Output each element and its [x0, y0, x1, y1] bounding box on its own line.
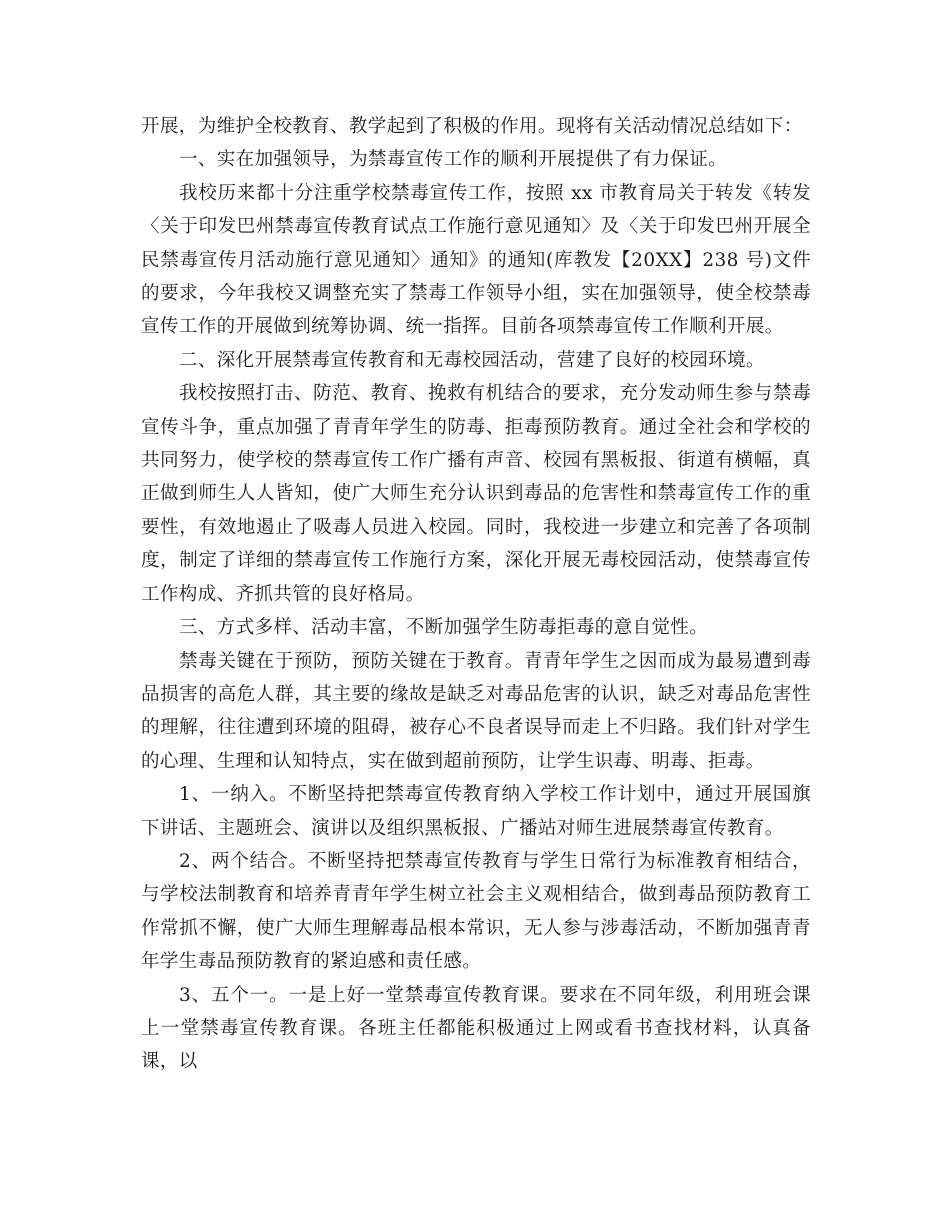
- paragraph-1: 开展，为维护全校教育、教学起到了积极的作用。现将有关活动情况总结如下：: [141, 116, 803, 137]
- heading-section-1: 一、实在加强领导，为禁毒宣传工作的顺利开展提供了有力保证。: [179, 149, 728, 171]
- paragraph-2: 我校历来都十分注重学校禁毒宣传工作，按照 xx 市教育局关于转发《转发〈关于印发巴州禁毒宣传教育试点工作施行意见通知〉及〈关于印发巴州开展全民禁毒宣传月活动施行意见通知〉通知》的通知(库教发【20XX】238 号)文件的要求，今年我校又调整充实了禁毒工作领导小组，实在加强领导，使全校禁毒宣传工作的开展做到统筹协调、统一指挥。目前各项禁毒宣传工作顺利开展。: [141, 182, 811, 338]
- list-item-1: 1、一纳入。不断坚持把禁毒宣传教育纳入学校工作计划中，通过开展国旗下讲话、主题班会、演讲以及组织黑板报、广播站对师生进展禁毒宣传教育。: [141, 784, 811, 839]
- paragraph-3: 我校按照打击、防范、教育、挽救有机结合的要求，充分发动师生参与禁毒宣传斗争，重点加强了青青年学生的防毒、拒毒预防教育。通过全社会和学校的共同努力，使学校的禁毒宣传工作广播有声音、校园有黑板报、街道有横幅，真正做到师生人人皆知，使广大师生充分认识到毒品的危害性和禁毒宣传工作的重要性，有效地遏止了吸毒人员进入校园。同时，我校进一步建立和完善了各项制度，制定了详细的禁毒宣传工作施行方案，深化开展无毒校园活动，使禁毒宣传工作构成、齐抓共管的良好格局。: [141, 383, 811, 605]
- heading-section-2: 二、深化开展禁毒宣传教育和无毒校园活动，营建了良好的校园环境。: [179, 349, 765, 371]
- list-item-3: 3、五个一。一是上好一堂禁毒宣传教育课。要求在不同年级，利用班会课上一堂禁毒宣传教育课。各班主任都能积极通过上网或看书查找材料，认真备课，以: [141, 984, 811, 1073]
- paragraph-4: 禁毒关键在于预防，预防关键在于教育。青青年学生之因而成为最易遭到毒品损害的高危人群，其主要的缘故是缺乏对毒品危害的认识，缺乏对毒品危害性的理解，往往遭到环境的阻碍，被存心不良者误导而走上不归路。我们针对学生的心理、生理和认知特点，实在做到超前预防，让学生识毒、明毒、拒毒。: [141, 650, 811, 772]
- document-body: [141, 110, 811, 1079]
- heading-section-3: 三、方式多样、活动丰富，不断加强学生防毒拒毒的意自觉性。: [179, 617, 709, 639]
- list-item-2: 2、两个结合。不断坚持把禁毒宣传教育与学生日常行为标准教育相结合，与学校法制教育和培养青青年学生树立社会主义观相结合，做到毒品预防教育工作常抓不懈，使广大师生理解毒品根本常识，无人参与涉毒活动，不断加强青青年学生毒品预防教育的紧迫感和责任感。: [141, 850, 811, 973]
